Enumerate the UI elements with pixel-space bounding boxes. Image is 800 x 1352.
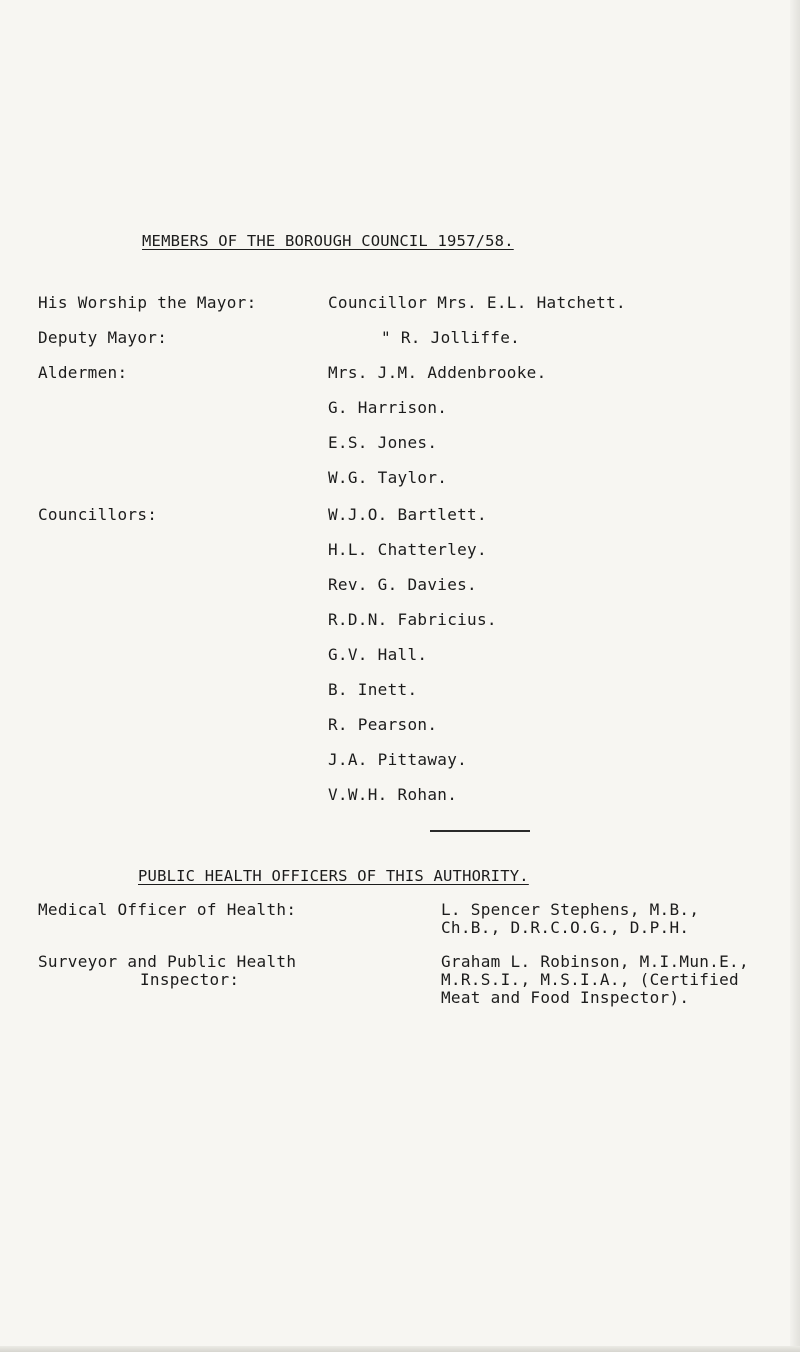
surveyor-detail-line: M.R.S.I., M.S.I.A., (Certified: [441, 970, 739, 989]
page-edge-shadow: [790, 0, 800, 1352]
moh-detail-line: L. Spencer Stephens, M.B.,: [441, 900, 700, 919]
councillor-item: H.L. Chatterley.: [328, 540, 487, 559]
surveyor-role-label: Surveyor and Public Health: [38, 952, 297, 971]
councillor-item: B. Inett.: [328, 680, 418, 699]
surveyor-detail-line: Meat and Food Inspector).: [441, 988, 690, 1007]
section-divider: [430, 830, 530, 832]
councillor-item: R. Pearson.: [328, 715, 438, 734]
council-heading: MEMBERS OF THE BOROUGH COUNCIL 1957/58.: [142, 232, 514, 250]
aldermen-role-label: Aldermen:: [38, 363, 128, 382]
councillor-item: J.A. Pittaway.: [328, 750, 468, 769]
councillors-role-label: Councillors:: [38, 505, 158, 524]
moh-role-label: Medical Officer of Health:: [38, 900, 297, 919]
mayor-role-label: His Worship the Mayor:: [38, 293, 257, 312]
moh-detail-line: Ch.B., D.R.C.O.G., D.P.H.: [441, 918, 690, 937]
mayor-name: Councillor Mrs. E.L. Hatchett.: [328, 293, 626, 312]
alderman-item: E.S. Jones.: [328, 433, 438, 452]
alderman-item: G. Harrison.: [328, 398, 448, 417]
page-bottom-shadow: [0, 1346, 800, 1352]
councillor-item: V.W.H. Rohan.: [328, 785, 458, 804]
deputy-mayor-name: " R. Jolliffe.: [381, 328, 521, 347]
surveyor-role-label: Inspector:: [140, 970, 240, 989]
councillor-item: W.J.O. Bartlett.: [328, 505, 487, 524]
surveyor-detail-line: Graham L. Robinson, M.I.Mun.E.,: [441, 952, 749, 971]
councillor-item: Rev. G. Davies.: [328, 575, 477, 594]
councillor-item: R.D.N. Fabricius.: [328, 610, 497, 629]
alderman-item: Mrs. J.M. Addenbrooke.: [328, 363, 547, 382]
alderman-item: W.G. Taylor.: [328, 468, 448, 487]
councillor-item: G.V. Hall.: [328, 645, 428, 664]
officers-heading: PUBLIC HEALTH OFFICERS OF THIS AUTHORITY.: [138, 867, 529, 885]
deputy-mayor-role-label: Deputy Mayor:: [38, 328, 168, 347]
